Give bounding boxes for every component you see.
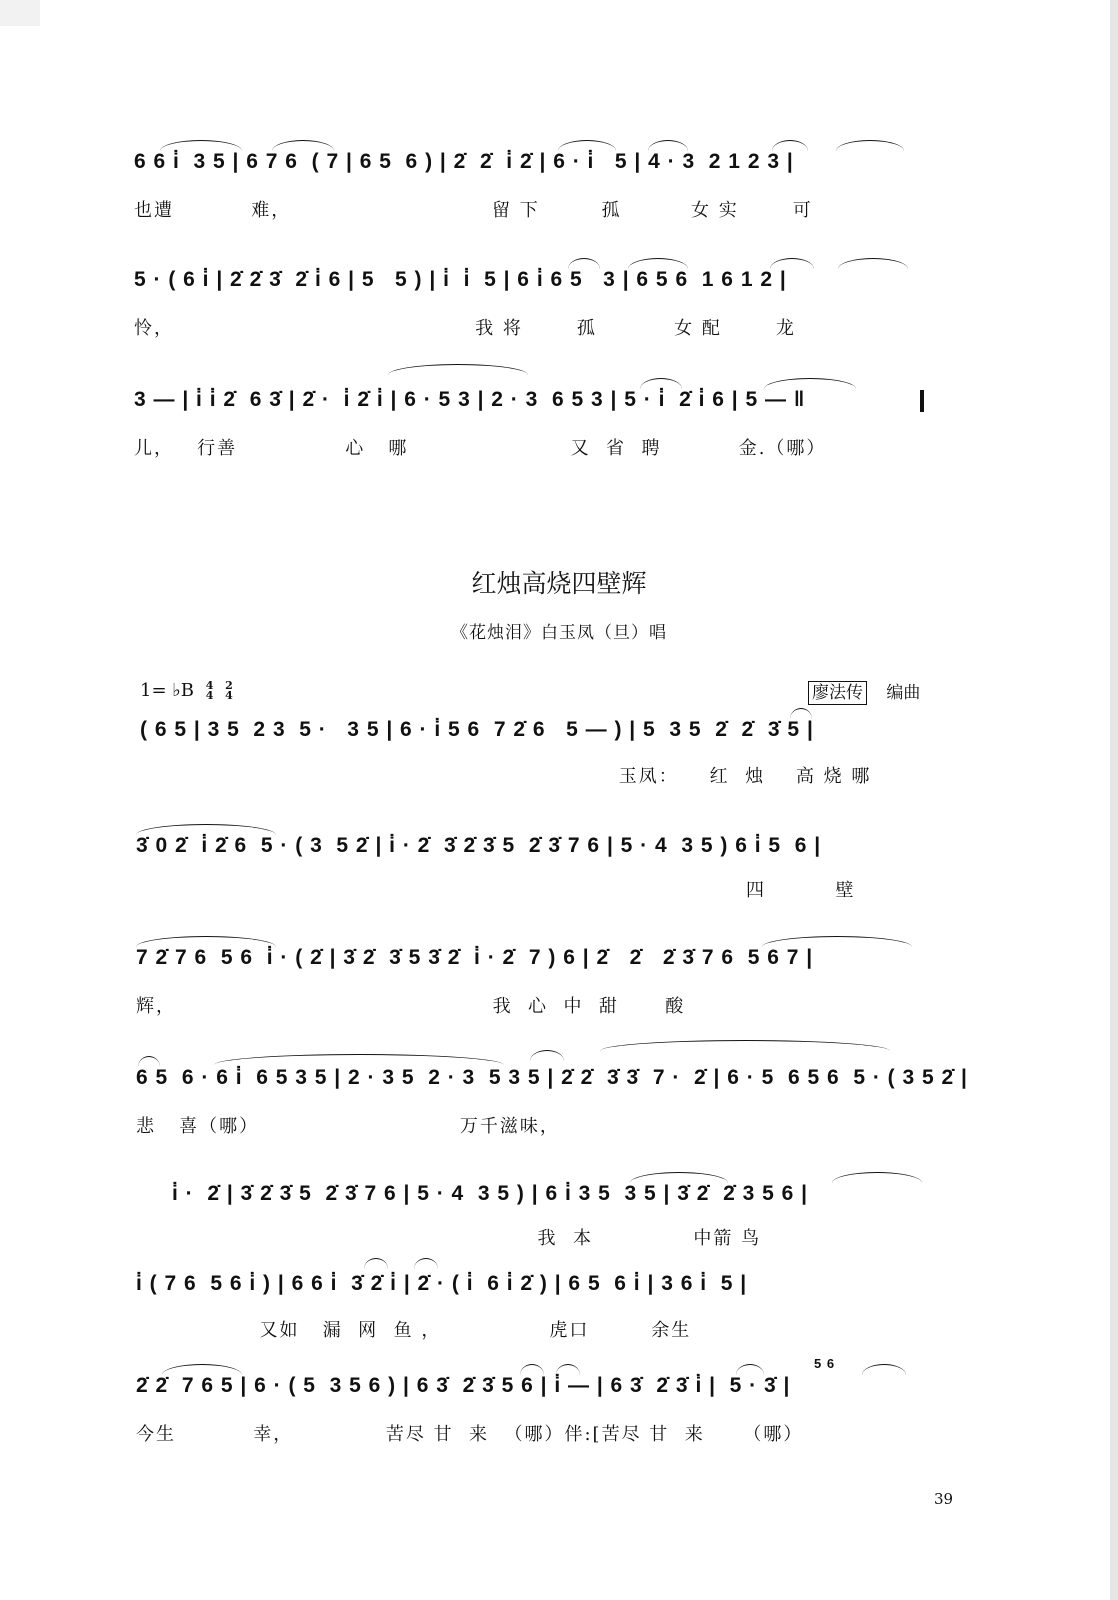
composer-name: 廖法传 bbox=[808, 681, 867, 705]
key-signature bbox=[140, 680, 233, 701]
scan-edge bbox=[1110, 0, 1118, 1600]
time-signature: 2 4 bbox=[225, 679, 233, 702]
lyrics: 儿， 行善 心 哪 又 省 聘 金.（哪） bbox=[134, 438, 827, 459]
notation: 3 — | i̇ i̇ 2̇ 6 3̇ | 2̇ · i̇ 2̇ i̇ | 6 · 5 3 | 2 · 3 6 5 3 | 5 · i̇ 2̇ i̇ 6 | 5 — ‖ bbox=[134, 388, 806, 411]
scan-corner bbox=[0, 0, 40, 26]
song-title: 红烛高烧四壁辉 bbox=[471, 569, 647, 598]
notation: i̇ · 2̇ | 3̇ 2̇ 3̇ 5 2̇ 3̇ 7 6 | 5 · 4 3 5 ) | 6 i̇ 3 5 3 5 | 3̇ 2̇ 2̇ 3 5 6 | bbox=[172, 1182, 809, 1205]
notation: i̇ ( 7 6 5 6 i̇ ) | 6 6 i̇ 3̇ 2̇ i̇ | 2̇ · ( i̇ 6 i̇ 2̇ ) | 6 5 6 i̇ | 3 6 i̇ 5 | bbox=[136, 1272, 748, 1295]
final-barline bbox=[920, 390, 924, 412]
notation: 2̇ 2̇ 7 6 5 | 6 · ( 5 3 5 6 ) | 6 3̇ 2̇ 3̇ 5 6 | i̇ — | 6 3̇ 2̇ 3̇ i̇ | 5 · 3̇ | bbox=[136, 1374, 791, 1397]
lyrics: 今生 幸， 苦尽 甘 来 （哪）伴:[苦尽 甘 来 （哪） bbox=[136, 1424, 804, 1445]
lyrics: 又如 漏 网 鱼 ， 虎口 余生 bbox=[136, 1320, 692, 1341]
song-subtitle: 《花烛泪》白玉凤（旦）唱 bbox=[451, 623, 667, 643]
notation: 5 · ( 6 i̇ | 2̇ 2̇ 3̇ 2̇ i̇ 6 | 5 5 ) | i̇ i̇ 5 | 6 i̇ 6 5 3 | 6 5 6 1 6 1 2 | bbox=[134, 268, 787, 291]
page-number: 39 bbox=[934, 1490, 954, 1508]
lyrics: 辉， 我 心 中 甜 酸 bbox=[136, 996, 686, 1017]
lyrics: 也遭 难， 留 下 孤 女 实 可 bbox=[134, 200, 813, 221]
key-label: 1= ♭B bbox=[140, 680, 194, 701]
lyrics: 悲 喜（哪） 万千滋味， bbox=[136, 1116, 560, 1137]
composer-credit bbox=[808, 678, 920, 703]
lyrics: 玉凤： 红 烛 高 烧 哪 bbox=[140, 766, 872, 787]
lyrics: 怜， 我 将 孤 女 配 龙 bbox=[134, 318, 796, 339]
notation: 6 6 i̇ 3 5 | 6 7 6 ( 7 | 6 5 6 ) | 2̇ 2̇ i̇ 2̇ | 6 · i̇ 5 | 4 · 3 2 1 2 3 | bbox=[134, 150, 794, 173]
notation: ( 6 5 | 3 5 2 3 5 · 3 5 | 6 · i̇ 5 6 7 2̇ 6 5 — ) | 5 3 5 2̇ 2̇ 3̇ 5 | bbox=[140, 718, 814, 741]
lyrics: 我 本 中箭 鸟 bbox=[136, 1228, 762, 1249]
lyrics: 四 壁 bbox=[136, 880, 856, 901]
grace-note: 5 6 bbox=[814, 1356, 836, 1371]
notation: 6 5 6 · 6 i̇ 6 5 3 5 | 2 · 3 5 2 · 3 5 3 5 | 2̇ 2̇ 3̇ 3̇ 7 · 2̇ | 6 · 5 6 5 6 5 · ( 3 5 2̇ | bbox=[136, 1066, 968, 1089]
time-signature: 4 4 bbox=[205, 679, 214, 702]
notation: 3̇ 0 2̇ i̇ 2̇ 6 5 · ( 3 5 2̇ | i̇ · 2̇ 3̇ 2̇ 3̇ 5 2̇ 3̇ 7 6 | 5 · 4 3 5 ) 6 i̇ 5 6 | bbox=[136, 834, 822, 857]
composer-role: 编曲 bbox=[886, 683, 921, 703]
notation: 7 2̇ 7 6 5 6 i̇ · ( 2̇ | 3̇ 2̇ 3̇ 5 3̇ 2̇ i̇ · 2̇ 7 ) 6 | 2̇ 2̇ 2̇ 3̇ 7 6 5 6 7 | bbox=[136, 946, 814, 969]
